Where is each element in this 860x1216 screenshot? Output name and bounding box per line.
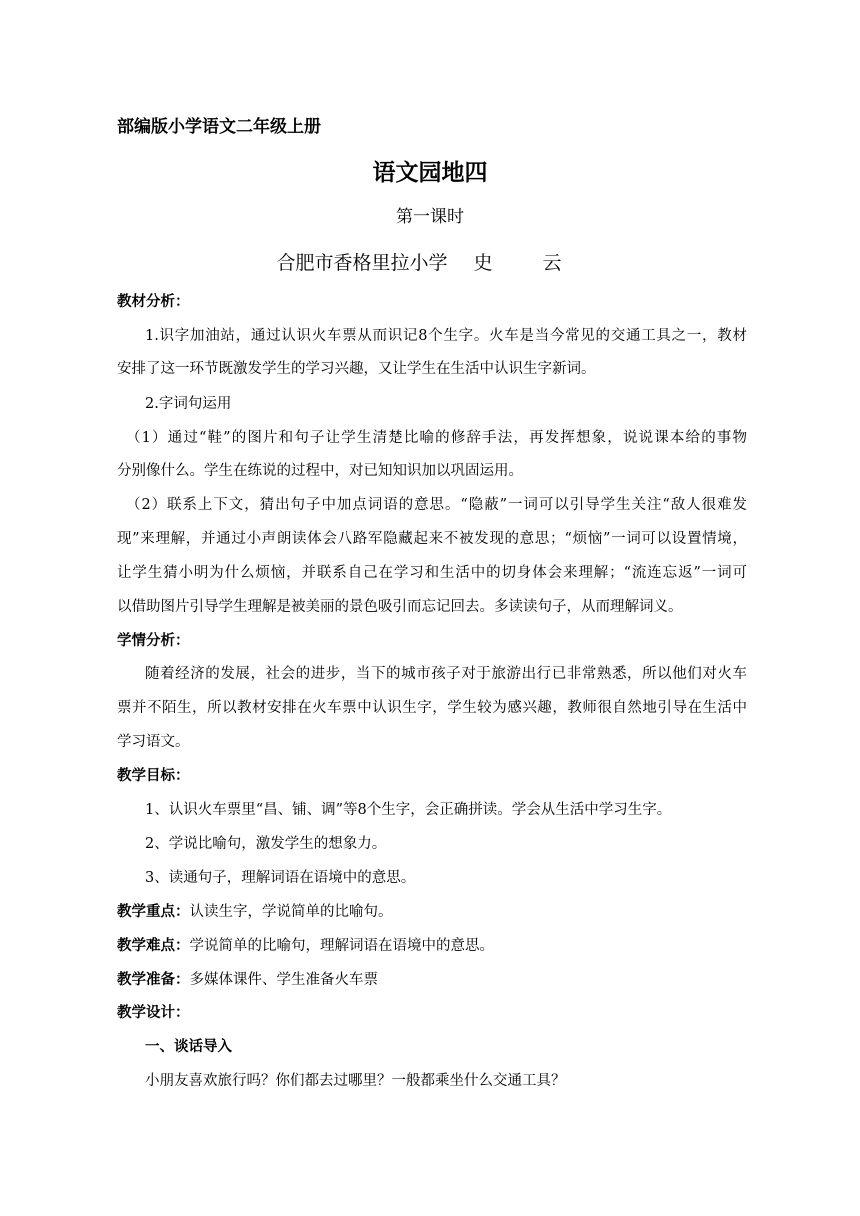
- doc-subtitle: 第一课时: [396, 207, 464, 227]
- material-p3-line2: 分别像什么。学生在练说的过程中，对已知知识加以巩固运用。: [117, 463, 523, 479]
- doc-title: 语文园地四: [372, 160, 488, 186]
- goal-2: 2、学说比喻句，激发学生的想象力。: [145, 836, 387, 852]
- design-heading: 教学设计：: [117, 1005, 190, 1021]
- material-p4-line3: 让学生猜小明为什么烦恼，并联系自己在学习和生活中的切身体会来理解；“流连忘返”一词可: [117, 565, 747, 581]
- material-heading: 教材分析：: [117, 294, 190, 310]
- design-step-1: 一、谈话导入: [145, 1039, 232, 1055]
- material-p2: 2.字词句运用: [145, 396, 232, 412]
- author-name: 史 云: [473, 252, 584, 274]
- difficulty-text: 学说简单的比喻句，理解词语在语境中的意思。: [189, 938, 494, 954]
- key-point-text: 认读生字，学说简单的比喻句。: [189, 904, 393, 920]
- preparation-label: 教学准备：: [117, 972, 190, 988]
- students-line2: 票并不陌生，所以教材安排在火车票中认识生字，学生较为感兴趣，教师很自然地引导在生活中: [117, 700, 747, 716]
- preparation-text: 多媒体课件、学生准备火车票: [189, 972, 378, 988]
- doc-header: 部编版小学语文二年级上册: [117, 117, 321, 137]
- students-line3: 学习语文。: [117, 734, 190, 750]
- students-heading: 学情分析：: [117, 633, 190, 649]
- doc-author: [0, 250, 860, 276]
- goal-1: 1、认识火车票里“昌、铺、调”等8个生字，会正确拼读。学会从生活中学习生字。: [145, 802, 672, 818]
- material-p1-line1: 1.识字加油站，通过认识火车票从而识记8个生字。火车是当今常见的交通工具之一，教材: [145, 328, 747, 344]
- key-point: [117, 902, 747, 922]
- key-point-label: 教学重点：: [117, 904, 190, 920]
- material-p1-line2: 安排了这一环节既激发学生的学习兴趣，又让学生在生活中认识生字新词。: [117, 361, 596, 377]
- goal-3: 3、读通句子，理解词语在语境中的意思。: [145, 870, 416, 886]
- material-p3-line1: （1）通过“鞋”的图片和句子让学生清楚比喻的修辞手法，再发挥想象，说说课本给的事物: [126, 430, 747, 446]
- design-step-1-text: 小朋友喜欢旅行吗？你们都去过哪里？一般都乘坐什么交通工具？: [145, 1073, 566, 1089]
- material-p4-line2: 现”来理解，并通过小声朗读体会八路军隐藏起来不被发现的意思；“烦恼”一词可以设置情境，: [117, 531, 747, 547]
- material-p4-line4: 以借助图片引导学生理解是被美丽的景色吸引而忘记回去。多读读句子，从而理解词义。: [117, 599, 683, 615]
- goals-heading: 教学目标：: [117, 768, 190, 784]
- material-p4-line1: （2）联系上下文，猜出句子中加点词语的意思。“隐蔽”一词可以引导学生关注“敌人很难发: [126, 497, 747, 513]
- difficulty-point: [117, 936, 747, 956]
- preparation: [117, 970, 747, 990]
- author-school: 合肥市香格里拉小学: [276, 252, 448, 274]
- difficulty-label: 教学难点：: [117, 938, 190, 954]
- students-line1: 随着经济的发展，社会的进步，当下的城市孩子对于旅游出行已非常熟悉，所以他们对火车: [145, 666, 747, 682]
